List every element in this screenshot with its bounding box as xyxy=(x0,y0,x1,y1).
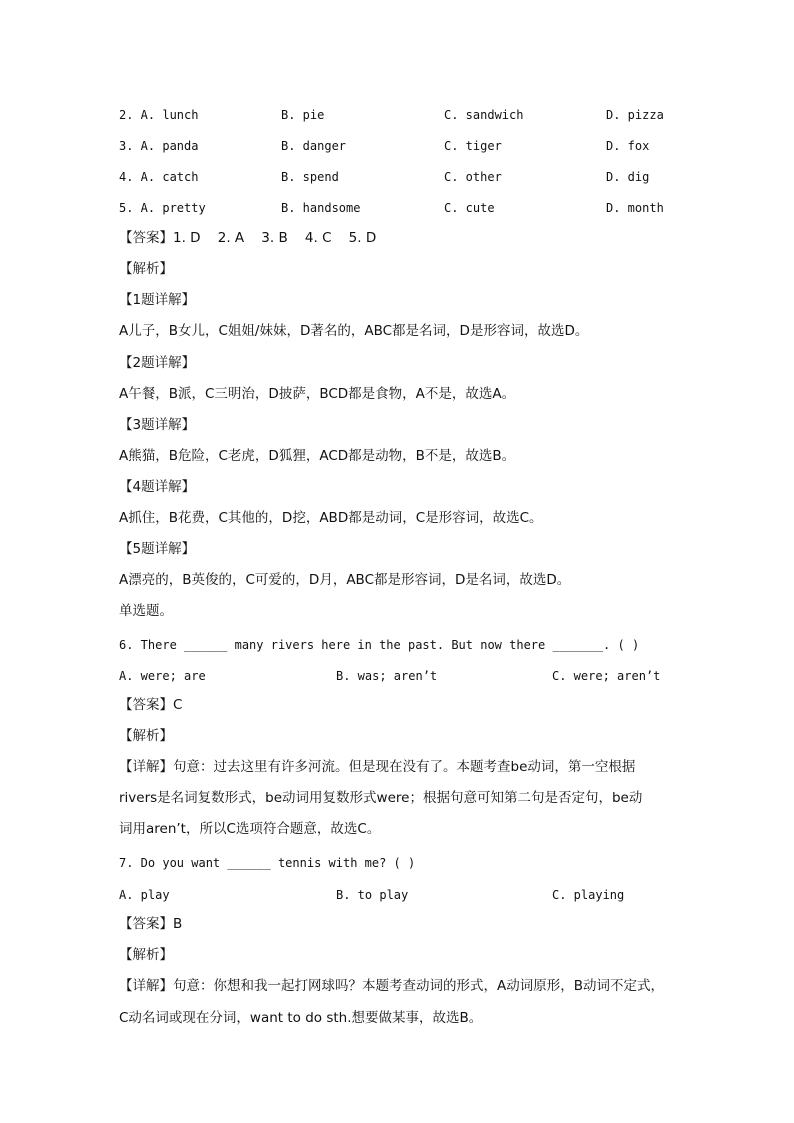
detail-4-heading: 【4题详解】 xyxy=(119,479,196,495)
q2-option-d: D. pizza xyxy=(606,108,664,122)
q2-option-a: 2. A. lunch xyxy=(119,108,199,122)
q4-option-d: D. dig xyxy=(606,170,650,184)
answer-6: 【答案】C xyxy=(119,697,183,713)
q2-option-b: B. pie xyxy=(281,108,325,122)
question-6-stem: 6. There ______ many rivers here in the past. But now there _______. ( ) xyxy=(119,638,640,652)
detail-3-text: A熊猫，B危险，C老虎，D狐狸，ACD都是动物，B不是，故选B。 xyxy=(119,448,516,464)
q5-option-d: D. month xyxy=(606,201,664,215)
q6-option-a: A. were; are xyxy=(119,669,206,683)
detail-2-text: A午餐，B派，C三明治，D披萨，BCD都是食物，A不是，故选A。 xyxy=(119,386,516,402)
analysis-heading: 【解析】 xyxy=(119,261,173,277)
analysis-7-heading: 【解析】 xyxy=(119,947,173,963)
detail-5-heading: 【5题详解】 xyxy=(119,541,196,557)
detail-6-line-3: 词用aren’t，所以C选项符合题意，故选C。 xyxy=(119,821,381,837)
q4-option-c: C. other xyxy=(444,170,502,184)
q6-option-c: C. were; aren’t xyxy=(552,669,661,683)
q3-option-b: B. danger xyxy=(281,139,347,153)
question-7-stem: 7. Do you want ______ tennis with me? ( ) xyxy=(119,856,416,870)
q7-option-a: A. play xyxy=(119,888,170,902)
detail-3-heading: 【3题详解】 xyxy=(119,417,196,433)
detail-1-text: A儿子，B女儿，C姐姐/妹妹，D著名的，ABC都是名词，D是形容词，故选D。 xyxy=(119,323,589,339)
q3-option-c: C. tiger xyxy=(444,139,502,153)
detail-2-heading: 【2题详解】 xyxy=(119,355,196,371)
q4-option-a: 4. A. catch xyxy=(119,170,199,184)
q3-option-d: D. fox xyxy=(606,139,650,153)
q2-option-c: C. sandwich xyxy=(444,108,524,122)
analysis-6-heading: 【解析】 xyxy=(119,728,173,744)
detail-4-text: A抓住，B花费，C其他的，D挖，ABD都是动词，C是形容词，故选C。 xyxy=(119,510,543,526)
detail-7-line-1: 【详解】句意：你想和我一起打网球吗？本题考查动词的形式，A动词原形，B动词不定式， xyxy=(119,978,664,994)
detail-6-line-1: 【详解】句意：过去这里有许多河流。但是现在没有了。本题考查be动词，第一空根据 xyxy=(119,759,636,775)
detail-7-line-2: C动名词或现在分词，want to do sth.想要做某事，故选B。 xyxy=(119,1010,483,1026)
detail-5-text: A漂亮的，B英俊的，C可爱的，D月，ABC都是形容词，D是名词，故选D。 xyxy=(119,572,571,588)
answer-1-5: 【答案】1. D 2. A 3. B 4. C 5. D xyxy=(119,230,377,246)
q6-option-b: B. was; aren’t xyxy=(336,669,438,683)
section-title: 单选题。 xyxy=(119,603,173,619)
detail-6-line-2: rivers是名词复数形式，be动词用复数形式were；根据句意可知第二句是否定句，be动 xyxy=(119,790,643,806)
q3-option-a: 3. A. panda xyxy=(119,139,199,153)
detail-1-heading: 【1题详解】 xyxy=(119,292,196,308)
q7-option-c: C. playing xyxy=(552,888,625,902)
answer-7: 【答案】B xyxy=(119,916,183,932)
q7-option-b: B. to play xyxy=(336,888,409,902)
q5-option-a: 5. A. pretty xyxy=(119,201,206,215)
q4-option-b: B. spend xyxy=(281,170,339,184)
q5-option-c: C. cute xyxy=(444,201,495,215)
q5-option-b: B. handsome xyxy=(281,201,361,215)
